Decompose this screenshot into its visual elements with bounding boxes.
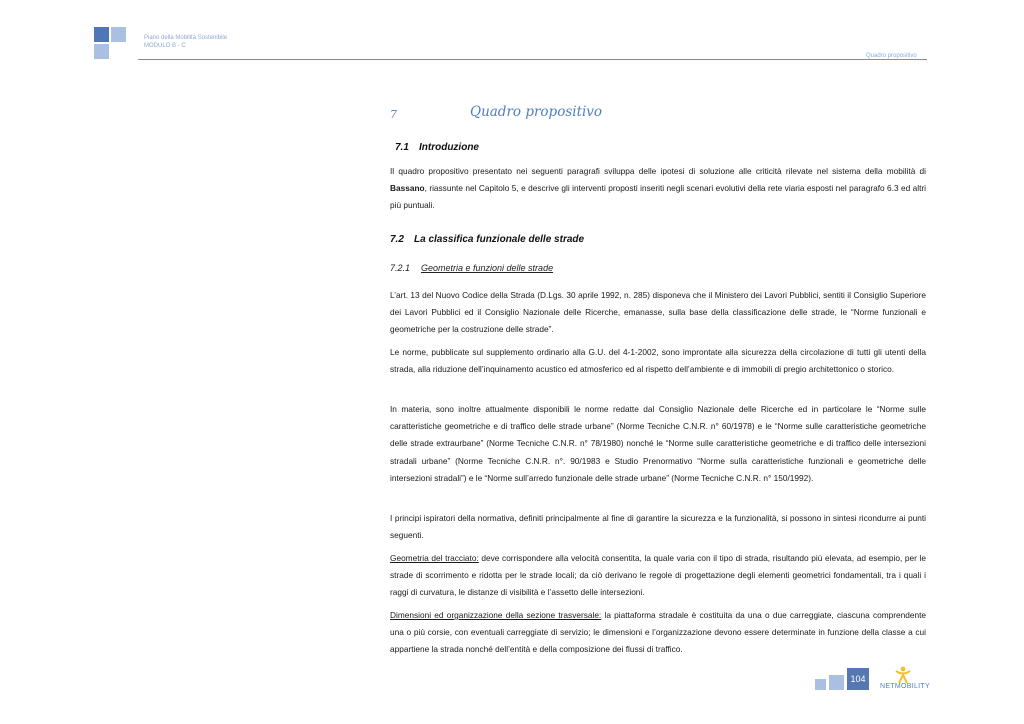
paragraph-label: Dimensioni ed organizzazione della sezione trasversale: [390,610,602,620]
section-title: Introduzione [419,142,479,153]
subsection-heading-7-2-1 [390,263,553,273]
intro-paragraph [390,163,926,215]
section-title: La classifica funzionale delle strade [414,234,585,245]
header-divider [138,59,927,60]
body-paragraph-3: In materia, sono inoltre attualmente disponibili le norme redatte dal Consiglio Nazionale delle Ricerche ed in particolare le “Norme sulle caratteristiche geometriche e di traffico delle strade urbane” (Norme Tecniche C.N.R. n° 60/1978) e le “Norme sulle caratteristiche geometriche delle strade extraurbane” (Norme Tecniche C.N.R. n° 78/1980) nonché le “Norme sulle caratteristiche geometriche e di traffico delle intersezioni stradali urbane” (Norme Tecniche C.N.R. n°. 90/1983 e Studio Prenormativo “Norme sulla caratteristiche funzionali e geometriche delle intersezioni stradali”) e le “Norme sull’arredo funzionale delle strade urbane” (Norme Tecniche C.N.R. n° 150/1992). [390,404,926,483]
body-paragraph-1: L’art. 13 del Nuovo Codice della Strada (D.Lgs. 30 aprile 1992, n. 285) disponeva che il Ministero dei Lavori Pubblici, sentiti il Consiglio Superiore dei Lavori Pubblici ed il Consiglio Nazionale delle Ricerche, emanasse, sulla base della classificazione delle strade, le “Norme funzionali e geometriche per la costruzione delle strade”. [390,290,926,335]
logo-square-dark [94,27,109,42]
section-number: 7.1 [395,142,409,153]
paragraph-text: deve corrispondere alla velocità consentita, la quale varia con il tipo di strada, risultando più elevata, ad esempio, per le strade di scorrimento e ridotta per le strade locali; da ciò derivano le regole di progettazione degli elementi geometrici fondamentali, tra i quali i raggi di curvatura, le distanze di visibilità e l’assetto delle intersezioni. [390,553,927,598]
header-section: Quadro propositivo [866,53,917,59]
body-paragraph-6 [390,607,926,659]
header-title: Piano della Mobilità Sostenibile [144,35,228,41]
subsection-title: Geometria e funzioni delle strade [421,263,554,273]
page-number: 104 [847,668,869,690]
intro-bold-city: Bassano [390,183,425,194]
paragraph-label: Geometria del tracciato: [390,553,479,563]
logo-square-light [94,44,109,59]
footer-square-medium [829,675,844,690]
body-paragraph-5 [390,550,926,602]
logo-square-light [111,27,126,42]
netmobility-logo-icon [893,666,913,684]
section-number: 7.2 [390,234,404,245]
section-heading-7-2 [390,234,584,245]
section-heading-7-1 [395,142,479,153]
paragraph-text: la piattaforma stradale è costituita da una o due carreggiate, ciascuna comprendente una o più corsie, con eventuali carreggiate di servizio; le dimensioni e l’organizzazione devono essere determinate in funzione della classe a cui appartiene la strada nonché dell’entità e della composizione dei flussi di traffico. [390,610,926,655]
netmobility-brand: NETMOBILITY [880,683,930,690]
body-paragraph-4: I principi ispiratori della normativa, definiti principalmente al fine di garantire la sicurezza e la funzionalità, si possono in sintesi ricondurre ai punti seguenti. [390,513,926,541]
footer-square-small [815,679,826,690]
intro-text-b: , riassunte nel Capitolo 5, e descrive gli interventi proposti inseriti negli scenari evolutivi della rete viaria esposti nel paragrafo 6.3 ed altri più puntuali. [390,183,926,211]
logo-squares [94,27,128,61]
subsection-number: 7.2.1 [390,263,411,273]
intro-text-a: Il quadro propositivo presentato nei seguenti paragrafi sviluppa delle ipotesi di soluzione alle criticità rilevate nel sistema della mobilità di [390,166,926,176]
chapter-title: Quadro propositivo [470,104,603,120]
chapter-number: 7 [390,108,397,121]
header-module: MODULO B - C [144,43,186,49]
body-paragraph-2: Le norme, pubblicate sul supplemento ordinario alla G.U. del 4-1-2002, sono improntate alla sicurezza della circolazione di tutti gli utenti della strada, alla riduzione dell’inquinamento acustico ed atmosferico ed al rispetto dell’ambiente e di immobili di pregio architettonico o storico. [390,347,926,375]
